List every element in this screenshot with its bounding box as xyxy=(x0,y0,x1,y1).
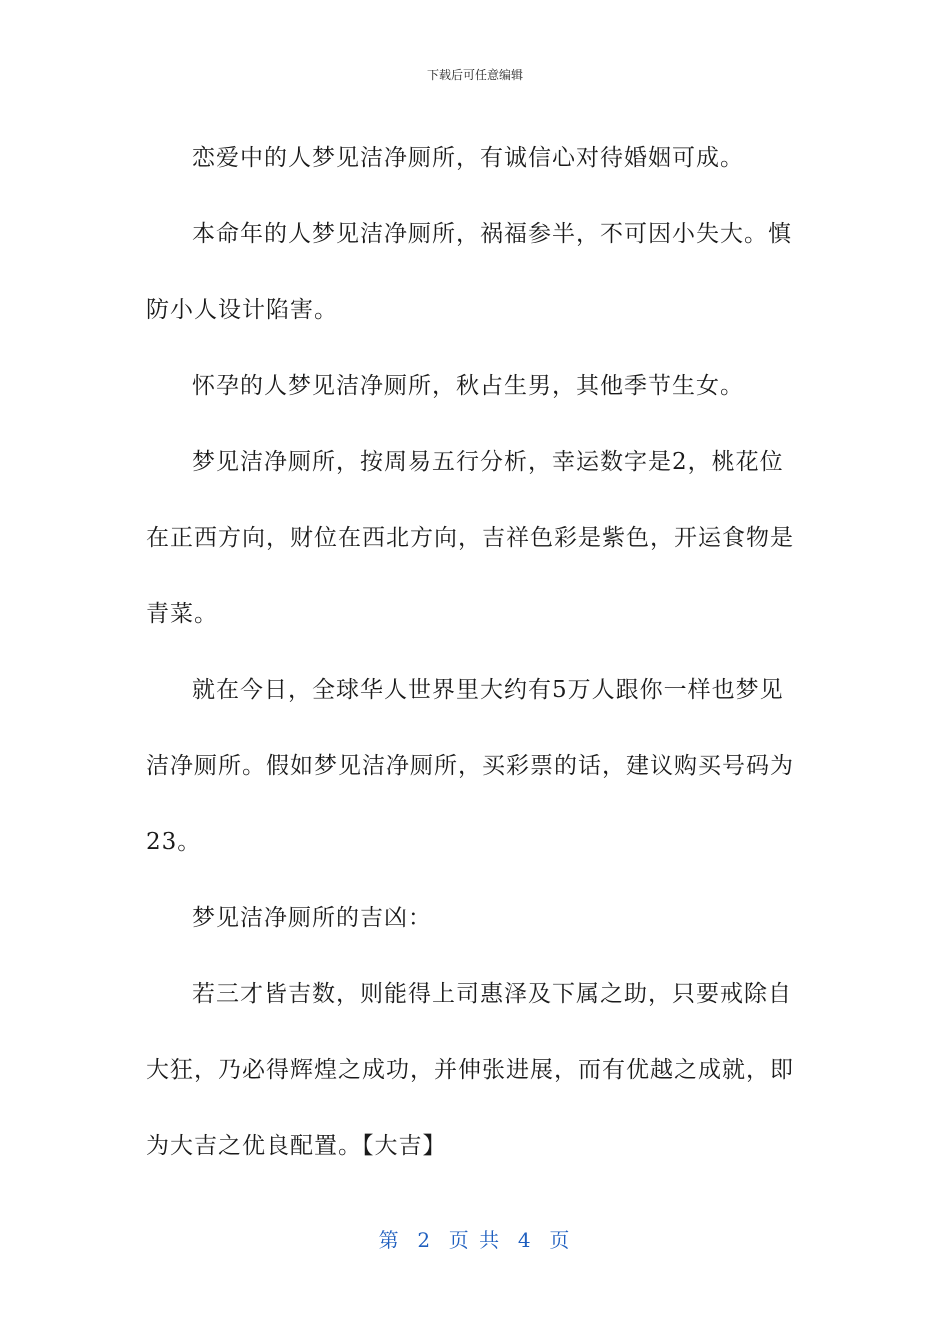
paragraph-love: 恋爱中的人梦见洁净厕所，有诚信心对待婚姻可成。 xyxy=(192,145,744,171)
paragraph-fortune-heading: 梦见洁净厕所的吉凶： xyxy=(192,905,432,931)
page-number-footer: 第 2 页 共 4 页 xyxy=(378,1228,572,1252)
page-header-note: 下载后可任意编辑 xyxy=(426,68,523,82)
paragraph-birth-year: 本命年的人梦见洁净厕所，祸福参半，不可因小失大。慎防小人设计陷害。 xyxy=(146,221,792,323)
paragraph-lottery: 就在今日，全球华人世界里大约有5万人跟你一样也梦见洁净厕所。假如梦见洁净厕所，买彩票的话，建议购买号码为23。 xyxy=(146,677,794,855)
paragraph-fortune-detail: 若三才皆吉数，则能得上司惠泽及下属之助，只要戒除自大狂，乃必得辉煌之成功，并伸张进展，而有优越之成就，即为大吉之优良配置。【大吉】 xyxy=(146,981,794,1159)
document-body xyxy=(146,120,796,1184)
paragraph-pregnant: 怀孕的人梦见洁净厕所，秋占生男，其他季节生女。 xyxy=(192,373,744,399)
paragraph-five-elements: 梦见洁净厕所，按周易五行分析，幸运数字是2，桃花位在正西方向，财位在西北方向，吉祥色彩是紫色，开运食物是青菜。 xyxy=(146,449,794,627)
